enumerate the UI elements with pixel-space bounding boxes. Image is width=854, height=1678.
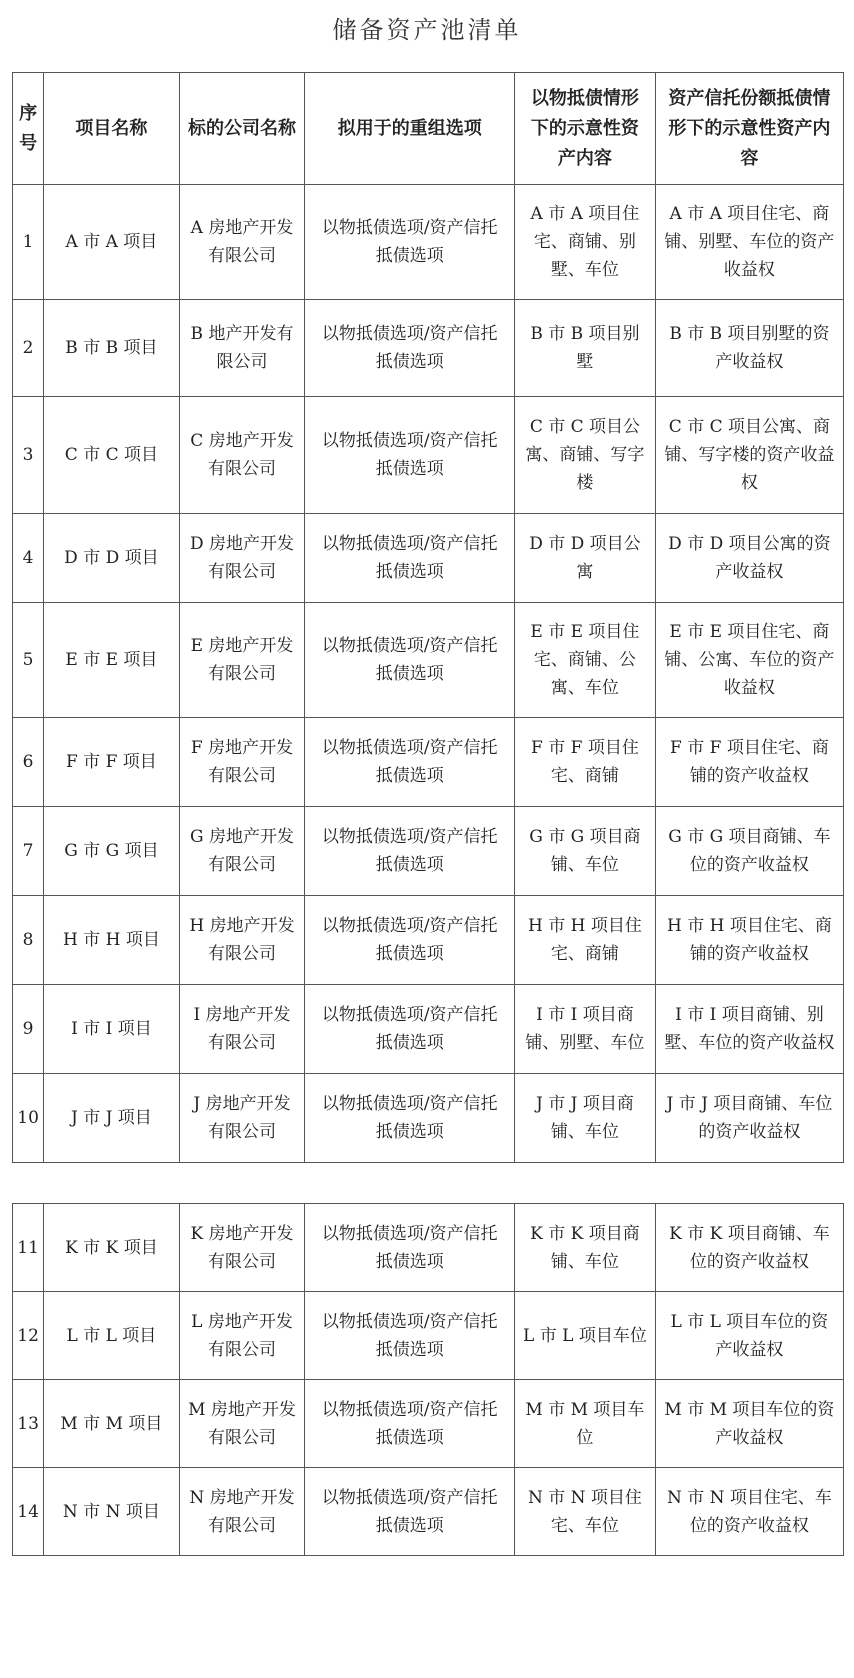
project-name-cell: G 市 G 项目 — [44, 807, 179, 896]
table-row — [13, 985, 844, 1074]
trust-asset-content-cell: B 市 B 项目别墅的资产收益权 — [655, 300, 843, 397]
row-number: 14 — [13, 1468, 44, 1556]
row-number: 11 — [13, 1204, 44, 1292]
project-name-cell: A 市 A 项目 — [44, 185, 179, 300]
trust-asset-content-cell: K 市 K 项目商铺、车位的资产收益权 — [655, 1204, 843, 1292]
company-name-cell: G 房地产开发有限公司 — [179, 807, 305, 896]
header-asset-content: 以物抵债情形下的示意性资产内容 — [515, 73, 656, 185]
trust-asset-content-cell: M 市 M 项目车位的资产收益权 — [655, 1380, 843, 1468]
asset-content-cell: J 市 J 项目商铺、车位 — [515, 1074, 656, 1163]
company-name-cell: D 房地产开发有限公司 — [179, 514, 305, 603]
asset-content-cell: B 市 B 项目别墅 — [515, 300, 656, 397]
asset-pool-table-part2 — [12, 1203, 844, 1556]
project-name-cell: H 市 H 项目 — [44, 896, 179, 985]
company-name-cell: H 房地产开发有限公司 — [179, 896, 305, 985]
company-name-cell: L 房地产开发有限公司 — [179, 1292, 305, 1380]
trust-asset-content-cell: A 市 A 项目住宅、商铺、别墅、车位的资产收益权 — [655, 185, 843, 300]
row-number: 3 — [13, 397, 44, 514]
table-row — [13, 514, 844, 603]
asset-content-cell: A 市 A 项目住宅、商铺、别墅、车位 — [515, 185, 656, 300]
table-row — [13, 603, 844, 718]
table-row — [13, 1380, 844, 1468]
row-number: 1 — [13, 185, 44, 300]
project-name-cell: C 市 C 项目 — [44, 397, 179, 514]
row-number: 7 — [13, 807, 44, 896]
restructure-option-cell: 以物抵债选项/资产信托抵债选项 — [305, 807, 515, 896]
restructure-option-cell: 以物抵债选项/资产信托抵债选项 — [305, 185, 515, 300]
row-number: 12 — [13, 1292, 44, 1380]
trust-asset-content-cell: C 市 C 项目公寓、商铺、写字楼的资产收益权 — [655, 397, 843, 514]
company-name-cell: N 房地产开发有限公司 — [179, 1468, 305, 1556]
asset-content-cell: L 市 L 项目车位 — [515, 1292, 656, 1380]
header-trust-asset-content: 资产信托份额抵债情形下的示意性资产内容 — [655, 73, 843, 185]
company-name-cell: C 房地产开发有限公司 — [179, 397, 305, 514]
project-name-cell: B 市 B 项目 — [44, 300, 179, 397]
asset-content-cell: D 市 D 项目公寓 — [515, 514, 656, 603]
project-name-cell: M 市 M 项目 — [44, 1380, 179, 1468]
asset-content-cell: N 市 N 项目住宅、车位 — [515, 1468, 656, 1556]
restructure-option-cell: 以物抵债选项/资产信托抵债选项 — [305, 603, 515, 718]
asset-pool-table-part1 — [12, 72, 844, 1163]
trust-asset-content-cell: I 市 I 项目商铺、别墅、车位的资产收益权 — [655, 985, 843, 1074]
row-number: 2 — [13, 300, 44, 397]
trust-asset-content-cell: L 市 L 项目车位的资产收益权 — [655, 1292, 843, 1380]
trust-asset-content-cell: E 市 E 项目住宅、商铺、公寓、车位的资产收益权 — [655, 603, 843, 718]
asset-content-cell: M 市 M 项目车位 — [515, 1380, 656, 1468]
company-name-cell: K 房地产开发有限公司 — [179, 1204, 305, 1292]
table-row — [13, 896, 844, 985]
trust-asset-content-cell: H 市 H 项目住宅、商铺的资产收益权 — [655, 896, 843, 985]
asset-content-cell: G 市 G 项目商铺、车位 — [515, 807, 656, 896]
asset-content-cell: H 市 H 项目住宅、商铺 — [515, 896, 656, 985]
restructure-option-cell: 以物抵债选项/资产信托抵债选项 — [305, 397, 515, 514]
table-row — [13, 397, 844, 514]
project-name-cell: I 市 I 项目 — [44, 985, 179, 1074]
project-name-cell: L 市 L 项目 — [44, 1292, 179, 1380]
table-row — [13, 1074, 844, 1163]
table-row — [13, 185, 844, 300]
header-no: 序号 — [13, 73, 44, 185]
trust-asset-content-cell: D 市 D 项目公寓的资产收益权 — [655, 514, 843, 603]
row-number: 10 — [13, 1074, 44, 1163]
table-row — [13, 718, 844, 807]
trust-asset-content-cell: N 市 N 项目住宅、车位的资产收益权 — [655, 1468, 843, 1556]
project-name-cell: J 市 J 项目 — [44, 1074, 179, 1163]
company-name-cell: I 房地产开发有限公司 — [179, 985, 305, 1074]
asset-content-cell: C 市 C 项目公寓、商铺、写字楼 — [515, 397, 656, 514]
restructure-option-cell: 以物抵债选项/资产信托抵债选项 — [305, 1380, 515, 1468]
restructure-option-cell: 以物抵债选项/资产信托抵债选项 — [305, 1468, 515, 1556]
table-body-part1 — [13, 185, 844, 1163]
project-name-cell: D 市 D 项目 — [44, 514, 179, 603]
table-row — [13, 807, 844, 896]
restructure-option-cell: 以物抵债选项/资产信托抵债选项 — [305, 985, 515, 1074]
row-number: 8 — [13, 896, 44, 985]
trust-asset-content-cell: J 市 J 项目商铺、车位的资产收益权 — [655, 1074, 843, 1163]
restructure-option-cell: 以物抵债选项/资产信托抵债选项 — [305, 1074, 515, 1163]
project-name-cell: K 市 K 项目 — [44, 1204, 179, 1292]
company-name-cell: B 地产开发有限公司 — [179, 300, 305, 397]
page-title: 储备资产池清单 — [332, 16, 522, 44]
header-row — [13, 73, 844, 185]
company-name-cell: A 房地产开发有限公司 — [179, 185, 305, 300]
project-name-cell: F 市 F 项目 — [44, 718, 179, 807]
trust-asset-content-cell: G 市 G 项目商铺、车位的资产收益权 — [655, 807, 843, 896]
row-number: 9 — [13, 985, 44, 1074]
asset-content-cell: E 市 E 项目住宅、商铺、公寓、车位 — [515, 603, 656, 718]
row-number: 4 — [13, 514, 44, 603]
header-project-name: 项目名称 — [44, 73, 179, 185]
header-company-name: 标的公司名称 — [179, 73, 305, 185]
restructure-option-cell: 以物抵债选项/资产信托抵债选项 — [305, 514, 515, 603]
table-row — [13, 1204, 844, 1292]
project-name-cell: E 市 E 项目 — [44, 603, 179, 718]
company-name-cell: E 房地产开发有限公司 — [179, 603, 305, 718]
asset-content-cell: K 市 K 项目商铺、车位 — [515, 1204, 656, 1292]
row-number: 6 — [13, 718, 44, 807]
restructure-option-cell: 以物抵债选项/资产信托抵债选项 — [305, 1204, 515, 1292]
table-row — [13, 300, 844, 397]
restructure-option-cell: 以物抵债选项/资产信托抵债选项 — [305, 1292, 515, 1380]
company-name-cell: M 房地产开发有限公司 — [179, 1380, 305, 1468]
asset-content-cell: I 市 I 项目商铺、别墅、车位 — [515, 985, 656, 1074]
restructure-option-cell: 以物抵债选项/资产信托抵债选项 — [305, 896, 515, 985]
row-number: 13 — [13, 1380, 44, 1468]
table-row — [13, 1468, 844, 1556]
restructure-option-cell: 以物抵债选项/资产信托抵债选项 — [305, 718, 515, 807]
project-name-cell: N 市 N 项目 — [44, 1468, 179, 1556]
table-row — [13, 1292, 844, 1380]
restructure-option-cell: 以物抵债选项/资产信托抵债选项 — [305, 300, 515, 397]
row-number: 5 — [13, 603, 44, 718]
header-restructure-option: 拟用于的重组选项 — [305, 73, 515, 185]
trust-asset-content-cell: F 市 F 项目住宅、商铺的资产收益权 — [655, 718, 843, 807]
table-body-part2 — [13, 1204, 844, 1556]
company-name-cell: F 房地产开发有限公司 — [179, 718, 305, 807]
asset-content-cell: F 市 F 项目住宅、商铺 — [515, 718, 656, 807]
company-name-cell: J 房地产开发有限公司 — [179, 1074, 305, 1163]
